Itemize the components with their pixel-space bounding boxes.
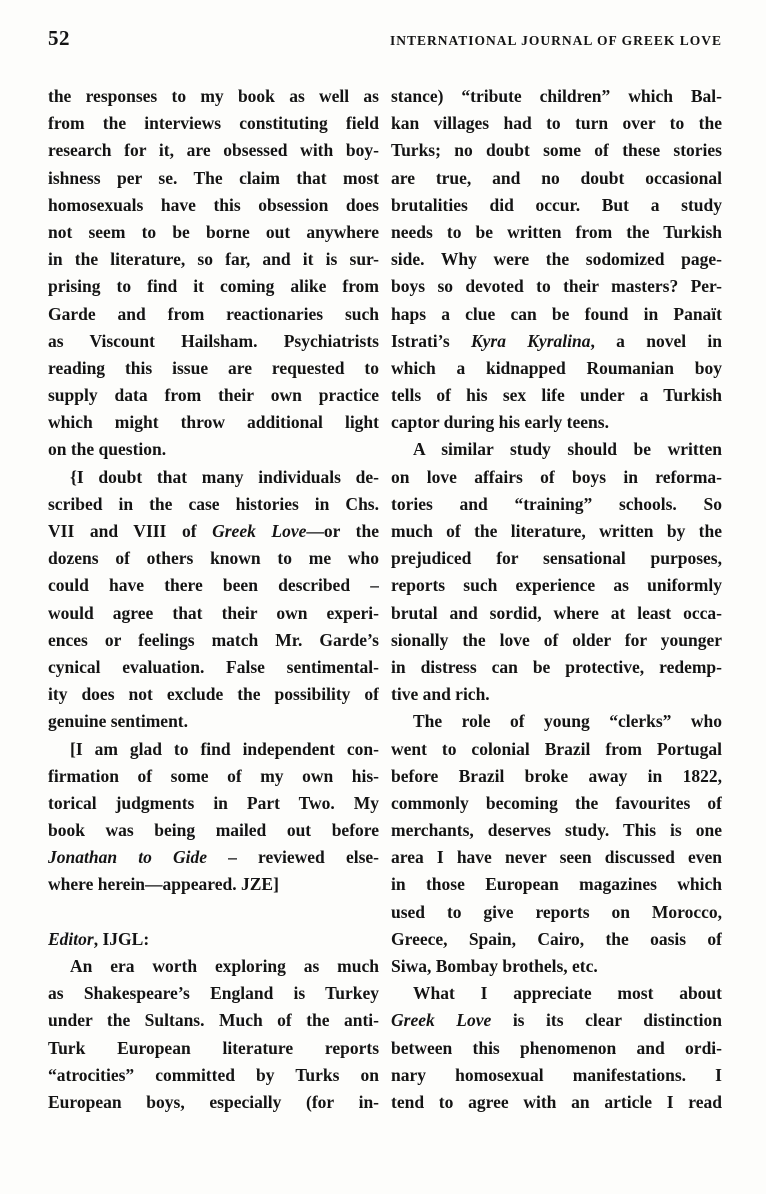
journal-title: INTERNATIONAL JOURNAL OF GREEK LOVE [389,33,722,48]
text-line: went to colonial Brazil from Portugal [391,738,722,759]
text-line: stance) “tribute children” which Bal- [391,86,722,106]
text-line: tive and rich. [391,684,490,705]
left-column [48,83,379,1116]
text-line: reading this issue are requested to [48,357,379,378]
text-line: used to give reports on Morocco, [391,901,722,922]
text-line: kan villages had to turn over to the [391,113,722,134]
text-line: Turk European literature reports [48,1037,379,1058]
right-column [391,83,722,1116]
text-line: on love affairs of boys in reforma- [391,466,722,487]
text-line: between this phenomenon and ordi- [391,1037,722,1058]
text-line: captor during his early teens. [391,412,609,433]
text-line: in those European magazines which [391,874,722,895]
text-line: {I doubt that many individuals de- [70,466,379,487]
text-line: book was being mailed out before [48,820,379,841]
text-line: tend to agree with an article I read [391,1091,722,1112]
text-line: genuine sentiment. [48,711,188,732]
text-line: What I appreciate most about [413,983,722,1004]
text-line: in the literature, so far, and it is sur- [48,249,379,270]
text-line: side. Why were the sodomized page- [391,249,722,270]
text-line: research for it, are obsessed with boy- [48,140,379,161]
text-line: homosexuals have this obsession does [48,194,379,215]
text-line: [I am glad to find independent con- [70,738,379,759]
text-line: European boys, especially (for in- [48,1091,379,1112]
text-line: VII and VIII of Greek Love—or the [48,521,379,541]
text-line: tells of his sex life under a Turkish [391,385,722,406]
text-line: scribed in the case histories in Chs. [48,493,379,514]
text-line: boys so devoted to their masters? Per- [391,276,722,297]
text-line: haps a clue can be found in Panaït [391,303,722,324]
page-number: 52 [48,26,70,50]
blank-line [48,899,379,926]
text-line: Greece, Spain, Cairo, the oasis of [391,928,722,949]
text-line: nary homosexual manifestations. I [391,1064,722,1085]
text-line: on the question. [48,439,167,460]
text-line: are true, and no doubt occasional [391,167,722,188]
text-line: from the interviews constituting field [48,113,379,134]
text-line: firmation of some of my own his- [48,765,379,786]
text-line: prejudiced for sensational purposes, [391,548,722,569]
text-line: merchants, deserves study. This is one [391,820,722,841]
text-line: brutalities did occur. But a study [391,194,722,215]
text-line: under the Sultans. Much of the anti- [48,1010,379,1031]
text-line: prising to find it coming alike from [48,276,379,297]
text-line: not seem to be borne out anywhere [48,221,379,242]
text-line: Siwa, Bombay brothels, etc. [391,956,598,976]
text-line: sionally the love of older for younger [391,629,722,650]
text-line: Istrati’s Kyra Kyralina, a novel in [391,330,722,351]
text-line: brutal and sordid, where at least occa- [391,602,722,623]
text-line: commonly becoming the favourites of [391,792,722,813]
text-line: where herein—appeared. JZE] [48,874,279,895]
text-line: in distress can be protective, redemp- [391,656,722,677]
text-line: before Brazil broke away in 1822, [391,765,722,786]
text-line: needs to be written from the Turkish [391,221,722,242]
text-line: supply data from their own practice [48,385,379,406]
text-line: Editor, IJGL: [48,928,150,949]
text-line: Garde and from reactionaries such [48,303,379,324]
text-line: ity does not exclude the possibility of [48,684,379,705]
text-line: The role of young “clerks” who [413,711,722,732]
text-line: torical judgments in Part Two. My [48,792,379,813]
text-line: dozens of others known to me who [48,548,379,569]
text-line: area I have never seen discussed even [391,847,722,868]
text-line: “atrocities” committed by Turks on [48,1064,379,1085]
text-line: much of the literature, written by the [391,521,722,541]
text-line: cynical evaluation. False sentimental- [48,656,379,677]
text-line: ences or feelings match Mr. Garde’s [48,629,379,650]
text-line: reports such experience as uniformly [391,575,722,596]
text-line: Greek Love is its clear distinction [391,1010,722,1031]
text-line: would agree that their own experi- [48,602,379,623]
page-header [48,26,722,51]
text-line: ishness per se. The claim that most [48,167,379,188]
text-line: as Viscount Hailsham. Psychiatrists [48,330,379,351]
text-line: Jonathan to Gide – reviewed else- [48,847,379,868]
text-line: A similar study should be written [413,439,722,460]
text-columns [48,83,722,1116]
text-line: An era worth exploring as much [70,956,379,976]
text-line: which might throw additional light [48,412,379,433]
text-line: tories and “training” schools. So [391,493,722,514]
text-line: Turks; no doubt some of these stories [391,140,722,161]
text-line: the responses to my book as well as [48,86,379,106]
text-line: which a kidnapped Roumanian boy [391,357,722,378]
text-line: as Shakespeare’s England is Turkey [48,983,379,1004]
text-line: could have there been described – [48,575,379,596]
